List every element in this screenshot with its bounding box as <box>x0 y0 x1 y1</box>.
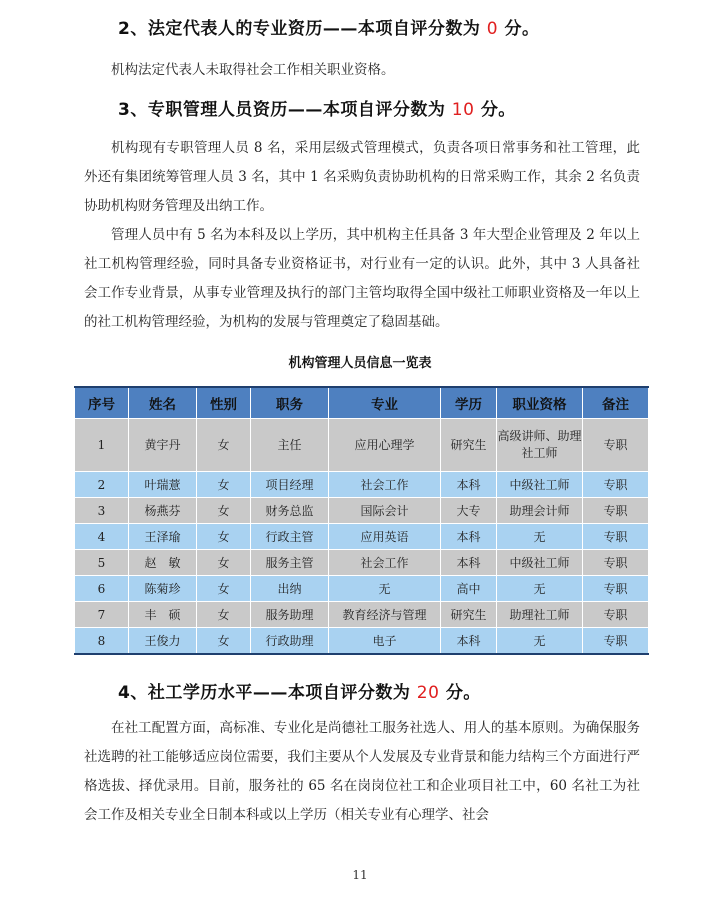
table-row <box>75 628 649 655</box>
table-cell: 无 <box>497 576 583 602</box>
table-cell: 项目经理 <box>251 472 329 498</box>
table-header-row <box>75 387 649 419</box>
section-2-paragraph: 机构法定代表人未取得社会工作相关职业资格。 <box>111 62 395 78</box>
section-4-heading <box>118 678 481 703</box>
table-cell: 应用心理学 <box>329 419 441 472</box>
table-cell: 研究生 <box>441 602 497 628</box>
table-cell: 助理社工师 <box>497 602 583 628</box>
table-cell: 研究生 <box>441 419 497 472</box>
header-cell: 姓名 <box>129 387 197 419</box>
table-cell: 电子 <box>329 628 441 655</box>
table-cell: 1 <box>75 419 129 472</box>
section-3-paragraph-2: 管理人员中有 5 名为本科及以上学历，其中机构主任具备 3 年大型企业管理及 2 年以上社工机构管理经验，同时具备专业资格证书，对行业有一定的认识。此外，其中 3 人具备社会工作专业背景，从事专业管理及执行的部门主管均取得全国中级社工师职业资格及一年以上的社工机构管理经验，为机构的发展与管理奠定了稳固基础。 <box>84 227 640 330</box>
table-cell: 专职 <box>583 628 649 655</box>
table-cell: 专职 <box>583 419 649 472</box>
table-cell: 5 <box>75 550 129 576</box>
table-cell: 丰 硕 <box>129 602 197 628</box>
section-2-body <box>84 56 640 85</box>
table-cell: 本科 <box>441 524 497 550</box>
table-cell: 大专 <box>441 498 497 524</box>
table-cell: 应用英语 <box>329 524 441 550</box>
table-cell: 无 <box>497 628 583 655</box>
table-row <box>75 524 649 550</box>
table-cell: 女 <box>197 576 251 602</box>
table-cell: 中级社工师 <box>497 472 583 498</box>
table-cell: 黄宇丹 <box>129 419 197 472</box>
table-cell: 教育经济与管理 <box>329 602 441 628</box>
section-3-body <box>84 134 640 337</box>
table-cell: 7 <box>75 602 129 628</box>
table-row <box>75 498 649 524</box>
table-cell: 王泽瑜 <box>129 524 197 550</box>
table-cell: 赵 敏 <box>129 550 197 576</box>
table-cell: 8 <box>75 628 129 655</box>
section-3-heading <box>118 95 516 120</box>
table-cell: 高级讲师、助理社工师 <box>497 419 583 472</box>
table-cell: 服务主管 <box>251 550 329 576</box>
table-cell: 2 <box>75 472 129 498</box>
table-cell: 本科 <box>441 628 497 655</box>
table-cell: 助理会计师 <box>497 498 583 524</box>
table-row <box>75 419 649 472</box>
page-number: 11 <box>352 868 368 882</box>
header-cell: 备注 <box>583 387 649 419</box>
table-cell: 女 <box>197 472 251 498</box>
table-cell: 专职 <box>583 498 649 524</box>
section-2-title: 2、法定代表人的专业资历——本项自评分数为 <box>118 19 481 39</box>
table-cell: 社会工作 <box>329 472 441 498</box>
table-cell: 3 <box>75 498 129 524</box>
table-row <box>75 550 649 576</box>
section-2-score: 0 <box>486 19 499 39</box>
table-row <box>75 576 649 602</box>
table-cell: 行政助理 <box>251 628 329 655</box>
section-3-score: 10 <box>451 100 475 120</box>
table-cell: 国际会计 <box>329 498 441 524</box>
table-cell: 服务助理 <box>251 602 329 628</box>
table-cell: 女 <box>197 498 251 524</box>
table-cell: 女 <box>197 524 251 550</box>
header-cell: 性别 <box>197 387 251 419</box>
table-row <box>75 472 649 498</box>
header-cell: 专业 <box>329 387 441 419</box>
table-cell: 女 <box>197 602 251 628</box>
table-cell: 行政主管 <box>251 524 329 550</box>
table-cell: 6 <box>75 576 129 602</box>
table-cell: 财务总监 <box>251 498 329 524</box>
table-cell: 专职 <box>583 576 649 602</box>
header-cell: 职业资格 <box>497 387 583 419</box>
table-cell: 本科 <box>441 472 497 498</box>
table-cell: 出纳 <box>251 576 329 602</box>
table-cell: 陈菊珍 <box>129 576 197 602</box>
table-cell: 本科 <box>441 550 497 576</box>
table-cell: 社会工作 <box>329 550 441 576</box>
staff-info-table <box>74 386 649 655</box>
table-row <box>75 602 649 628</box>
table-cell: 主任 <box>251 419 329 472</box>
table-cell: 无 <box>329 576 441 602</box>
table-cell: 4 <box>75 524 129 550</box>
section-4-unit: 分。 <box>445 683 481 703</box>
table-cell: 女 <box>197 419 251 472</box>
section-4-body <box>84 714 640 830</box>
table-cell: 专职 <box>583 602 649 628</box>
section-2-unit: 分。 <box>504 19 540 39</box>
table-cell: 杨燕芬 <box>129 498 197 524</box>
section-3-title: 3、专职管理人员资历——本项自评分数为 <box>118 100 446 120</box>
table-cell: 专职 <box>583 550 649 576</box>
header-cell: 学历 <box>441 387 497 419</box>
section-2-heading <box>118 14 540 39</box>
table-cell: 高中 <box>441 576 497 602</box>
section-4-paragraph-1: 在社工配置方面，高标准、专业化是尚德社工服务社选人、用人的基本原则。为确保服务社选聘的社工能够适应岗位需要，我们主要从个人发展及专业背景和能力结构三个方面进行严格选拔、择优录用。目前，服务社的 65 名在岗岗位社工和企业项目社工中，60 名社工为社会工作及相关专业全日制本科或以上学历（相关专业有心理学、社会 <box>84 720 640 823</box>
table-cell: 无 <box>497 524 583 550</box>
section-4-title: 4、社工学历水平——本项自评分数为 <box>118 683 411 703</box>
section-3-paragraph-1: 机构现有专职管理人员 8 名，采用层级式管理模式，负责各项日常事务和社工管理，此外还有集团统筹管理人员 3 名，其中 1 名采购负责协助机构的日常采购工作，其余 2 名负责协助机构财务管理及出纳工作。 <box>84 140 640 214</box>
table-cell: 专职 <box>583 472 649 498</box>
table-cell: 中级社工师 <box>497 550 583 576</box>
section-4-score: 20 <box>416 683 440 703</box>
table-cell: 叶瑞薏 <box>129 472 197 498</box>
table-cell: 专职 <box>583 524 649 550</box>
header-cell: 职务 <box>251 387 329 419</box>
table-cell: 王俊力 <box>129 628 197 655</box>
section-3-unit: 分。 <box>480 100 516 120</box>
table-cell: 女 <box>197 550 251 576</box>
header-cell: 序号 <box>75 387 129 419</box>
table-cell: 女 <box>197 628 251 655</box>
table-title: 机构管理人员信息一览表 <box>288 356 432 371</box>
